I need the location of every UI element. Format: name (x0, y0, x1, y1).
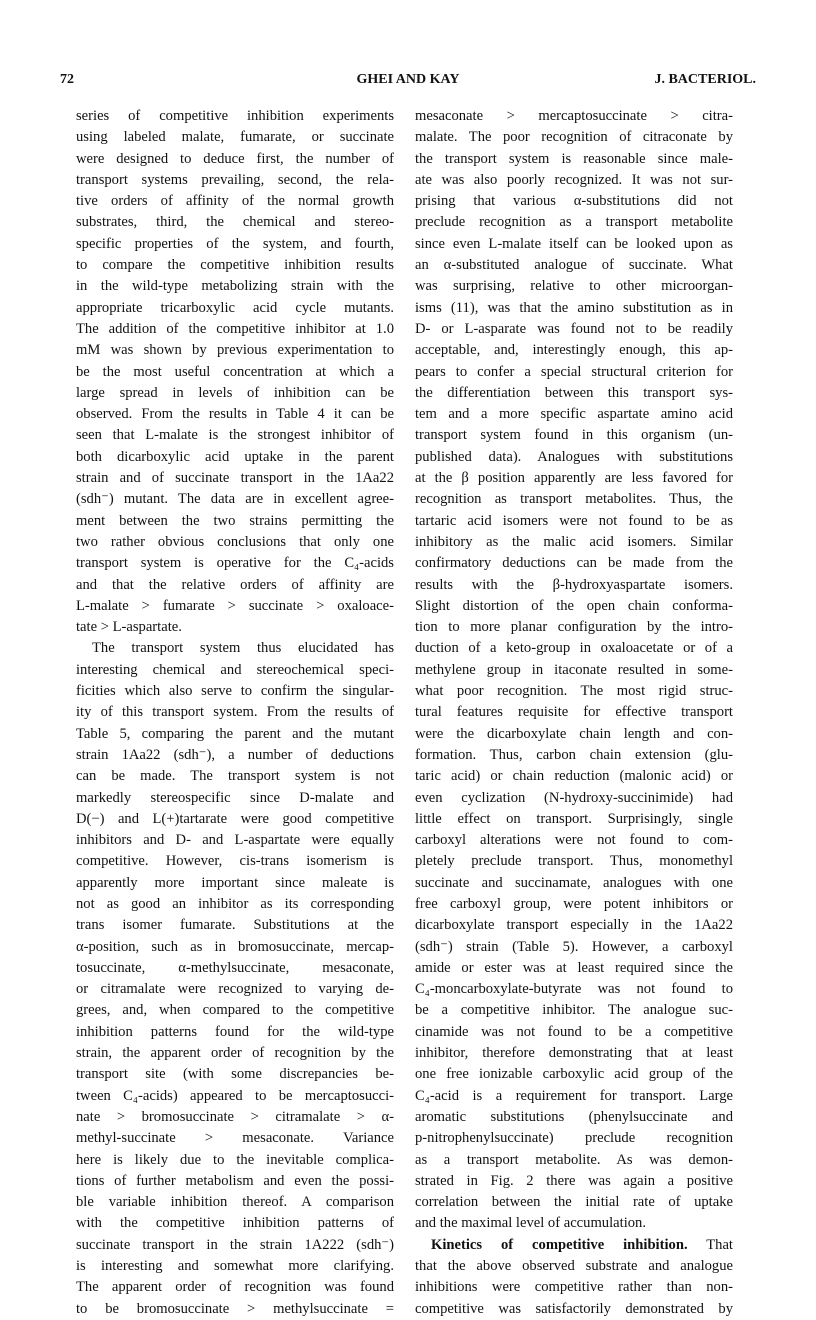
text-line: be a competitive inhibitor. The analogue suc- (415, 1002, 733, 1019)
text-line: ate was also poorly recognized. It was not sur- (415, 171, 733, 188)
text-line: an α-substituted analogue of succinate. What (415, 257, 733, 274)
text-line: recognition as transport metabolites. Thus, the (415, 491, 733, 508)
text-line: The apparent order of recognition was found (76, 1279, 394, 1296)
text-line: or citramalate were recognized to varying de- (76, 981, 394, 998)
text-line: amide or ester was at least required since the (415, 959, 733, 976)
text-line: dicarboxylate transport especially in the 1Aa22 (415, 917, 733, 934)
text-line: and the maximal level of accumulation. (415, 1215, 646, 1232)
text-line: transport system is operative for the C₄-acids (76, 555, 394, 572)
text-line: the differentiation between this transport sys- (415, 384, 733, 401)
text-line: D- or L-asparate was found not to be readily (415, 320, 733, 337)
text-line: trans isomer fumarate. Substitutions at the (76, 917, 394, 934)
text-line: large spread in levels of inhibition can be (76, 384, 394, 401)
text-line: that the above observed substrate and analogue (415, 1258, 733, 1275)
text-line: even cyclization (N-hydroxy-succinimide) had (415, 789, 733, 806)
text-line: ble variable inhibition thereof. A comparison (76, 1194, 394, 1211)
text-line: pears to confer a special structural criterion for (415, 363, 733, 380)
text-line: competitive. However, cis-trans isomerism is (76, 853, 394, 870)
right-text-column (415, 106, 733, 1320)
text-line: specific properties of the system, and fourth, (76, 235, 394, 252)
text-line: (sdh⁻) strain (Table 5). However, a carboxyl (415, 938, 733, 955)
text-line: in the wild-type metabolizing strain with the (76, 278, 394, 295)
text-line: cinamide was not found to be a competitive (415, 1023, 733, 1040)
text-line: results with the β-hydroxyaspartate isomers. (415, 576, 733, 593)
text-line: tion to more planar configuration by the intro- (415, 619, 733, 636)
text-line: inhibitions were competitive rather than non- (415, 1279, 733, 1296)
text-line: tosuccinate, α-methylsuccinate, mesaconate, (76, 959, 394, 976)
text-line: tartaric acid isomers were not found to be as (415, 512, 733, 529)
text-line: with the competitive inhibition patterns of (76, 1215, 394, 1232)
page-number: 72 (60, 72, 74, 87)
text-line: strain 1Aa22 (sdh⁻), a number of deductions (76, 746, 394, 763)
text-line: Table 5, comparing the parent and the mutant (76, 725, 394, 742)
text-line: aromatic substitutions (phenylsuccinate and (415, 1108, 733, 1125)
text-line: and that the relative orders of affinity are (76, 576, 394, 593)
text-line: tate > L-aspartate. (76, 619, 182, 636)
text-line: competitive was satisfactorily demonstrated by (415, 1300, 733, 1317)
section-heading: Kinetics of competitive inhibition. (431, 1236, 688, 1253)
text-line: as a transport metabolite. As was demon- (415, 1151, 733, 1168)
journal-name: J. BACTERIOL. (654, 72, 756, 87)
text-line: ment between the two strains permitting the (76, 512, 394, 529)
text-line: was surprising, relative to other microorgan- (415, 278, 733, 295)
text-line: confirmatory deductions can be made from the (415, 555, 733, 572)
text-line: mesaconate > mercaptosuccinate > citra- (415, 108, 733, 124)
running-authors: GHEI AND KAY (356, 72, 460, 87)
text-line: D(−) and L(+)tartarate were good competitive (76, 810, 394, 827)
text-line: observed. From the results in Table 4 it can be (76, 406, 394, 423)
text-line: be the most useful concentration at which a (76, 363, 394, 380)
text-line: prising that various α-substitutions did not (415, 193, 733, 210)
text-line: preclude recognition as a transport metabolite (415, 214, 733, 231)
text-line: pletely preclude transport. Thus, monomethyl (415, 853, 733, 870)
text-line: ity of this transport system. From the results of (76, 704, 394, 721)
text-line: mM was shown by previous experimentation to (76, 342, 394, 359)
text-line: is interesting and somewhat more clarifying. (76, 1258, 394, 1275)
text-line: acceptable, and, interestingly enough, this ap- (415, 342, 733, 359)
text-line: malate. The poor recognition of citraconate by (415, 129, 733, 146)
text-line: grees, and, when compared to the competitive (76, 1002, 394, 1019)
text-line: apparently more important since maleate is (76, 874, 394, 891)
text-line: seen that L-malate is the strongest inhibitor of (76, 427, 394, 444)
text-line: The addition of the competitive inhibitor at 1.0 (76, 320, 394, 337)
text-line: C₄-moncarboxylate-butyrate was not found to (415, 981, 733, 998)
text-line: correlation between the initial rate of uptake (415, 1194, 733, 1211)
text-line: not as good an inhibitor as its corresponding (76, 895, 394, 912)
text-line: tural features requisite for effective transport (415, 704, 733, 721)
text-line: two rather obvious conclusions that only one (76, 533, 394, 550)
text-line: (sdh⁻) mutant. The data are in excellent agree- (76, 491, 394, 508)
text-line: duction of a keto-group in oxaloacetate or of a (415, 640, 733, 657)
running-header (60, 72, 756, 94)
text-line: to be bromosuccinate > methylsuccinate = (76, 1300, 394, 1317)
text-line: The transport system thus elucidated has (92, 640, 394, 657)
text-line: markedly stereospecific since D-malate and (76, 789, 394, 806)
text-line: inhibitory as the malic acid isomers. Similar (415, 533, 733, 550)
text-line: inhibitors and D- and L-aspartate were equally (76, 832, 394, 849)
text-line: tween C₄-acids) appeared to be mercaptosucci- (76, 1087, 394, 1104)
text-line: succinate transport in the strain 1A222 (sdh⁻) (76, 1236, 394, 1253)
text-line: transport site (with some discrepancies be- (76, 1066, 394, 1083)
text-line: inhibitor, therefore demonstrating that at least (415, 1045, 733, 1062)
text-line: interesting chemical and stereochemical speci- (76, 661, 394, 678)
text-line: L-malate > fumarate > succinate > oxaloace- (76, 597, 394, 614)
text-line: the transport system is reasonable since male- (415, 150, 733, 167)
text-line: strated in Fig. 2 there was again a positive (415, 1172, 733, 1189)
text-line: Slight distortion of the open chain conforma- (415, 597, 733, 614)
text-line: p-nitrophenylsuccinate) preclude recognition (415, 1130, 733, 1147)
text-line: one free ionizable carboxylic acid group of the (415, 1066, 733, 1083)
text-line: to compare the competitive inhibition results (76, 257, 394, 274)
text-line: succinate and succinamate, analogues with one (415, 874, 733, 891)
text-line: taric acid) or chain reduction (malonic acid) or (415, 768, 733, 785)
text-line: ficities which also serve to confirm the singular- (76, 683, 394, 700)
text-line: series of competitive inhibition experiments (76, 108, 394, 124)
section-heading-line (415, 1235, 733, 1256)
text-line: C₄-acid is a requirement for transport. Large (415, 1087, 733, 1104)
text-line: tions of further metabolism and even the possi- (76, 1172, 394, 1189)
text-line: methyl-succinate > mesaconate. Variance (76, 1130, 394, 1147)
text-line: nate > bromosuccinate > citramalate > α- (76, 1108, 394, 1125)
left-text-column (76, 106, 394, 1320)
text-line: α-position, such as in bromosuccinate, mercap- (76, 938, 394, 955)
text-line: can be made. The transport system is not (76, 768, 394, 785)
text-line: what poor recognition. The most rigid struc- (415, 683, 733, 700)
text-line: here is likely due to the inevitable complica- (76, 1151, 394, 1168)
text-line: little effect on transport. Surprisingly, single (415, 810, 733, 827)
text-line: isms (11), was that the amino substitution as in (415, 299, 733, 316)
text-line: tem and a more specific aspartate amino acid (415, 406, 733, 423)
text-line: formation. Thus, carbon chain extension (glu- (415, 746, 733, 763)
text-line: transport system found in this organism (un- (415, 427, 733, 444)
text-line: free carboxyl group, were potent inhibitors or (415, 895, 733, 912)
text-line: using labeled malate, fumarate, or succinate (76, 129, 394, 146)
text-line: tive orders of affinity of the normal growth (76, 193, 394, 210)
text-line: at the β position apparently are less favored for (415, 470, 733, 487)
text-line: were designed to deduce first, the number of (76, 150, 394, 167)
text-line: carboxyl alterations were not found to com- (415, 832, 733, 849)
text-line: published data). Analogues with substitutions (415, 448, 733, 465)
text-line: were the dicarboxylate chain length and con- (415, 725, 733, 742)
text-line: since even L-malate itself can be looked upon as (415, 235, 733, 252)
text-line: substrates, third, the chemical and stereo- (76, 214, 394, 231)
text-line: strain, the apparent order of recognition by the (76, 1045, 394, 1062)
text-line: appropriate tricarboxylic acid cycle mutants. (76, 299, 394, 316)
text-line: transport systems prevailing, second, the rela- (76, 171, 394, 188)
section-heading-continuation: That (687, 1236, 733, 1253)
text-line: both dicarboxylic acid uptake in the parent (76, 448, 394, 465)
text-line: strain and of succinate transport in the 1Aa22 (76, 470, 394, 487)
text-line: inhibition patterns found for the wild-type (76, 1023, 394, 1040)
text-line: methylene group in itaconate resulted in some- (415, 661, 733, 678)
